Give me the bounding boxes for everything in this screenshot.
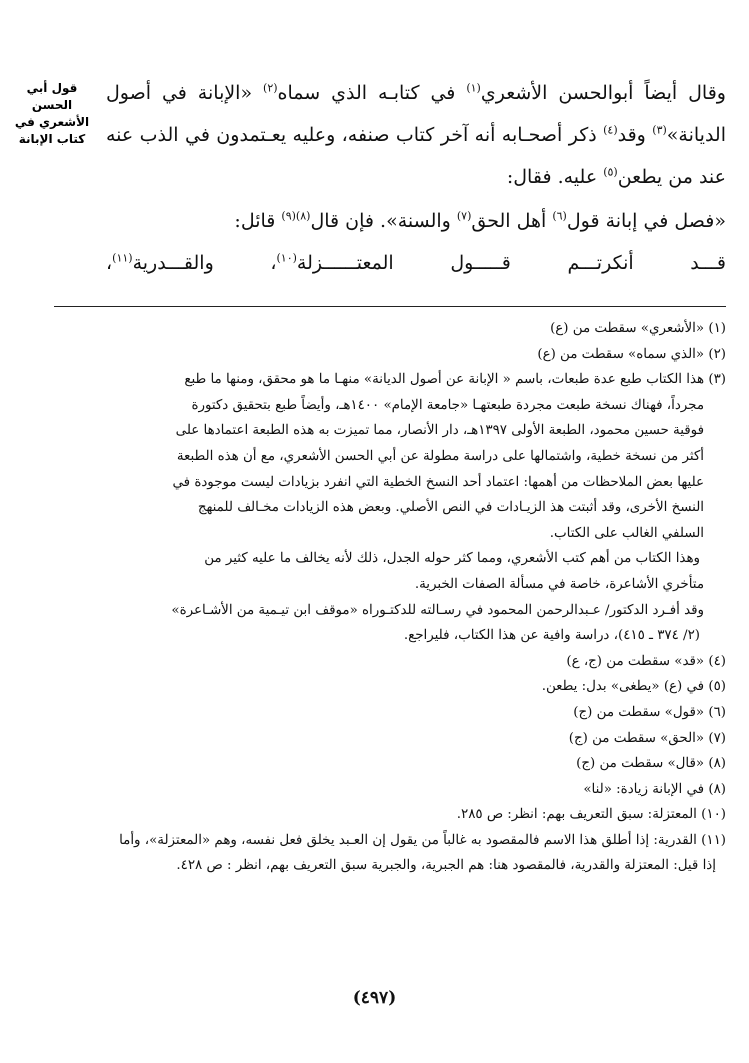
footnote-divider (54, 306, 726, 307)
text-segment: والسنة». فإن قال (310, 210, 457, 232)
text-segment: «فصل في إبانة قول (566, 210, 726, 232)
footnote-6: (٦) «قول» سقطت من (ج) (573, 704, 726, 720)
footnote-11: (١١) القدرية: إذا أطلق هذا الاسم فالمقصود به غالباً من يقول إن العـبد يخلق فعل نفسه، وهم «المعتزلة»، وأما (119, 832, 726, 848)
text-segment: وقد (617, 124, 653, 146)
text-segment: وقال أيضاً أبوالحسن الأشعري (480, 82, 726, 104)
text-segment: ، والقـــدرية (132, 252, 277, 274)
footnote-5: (٥) في (ع) «يطغى» بدل: يطعن. (541, 679, 726, 695)
footnote-ref: (٤) (603, 123, 618, 137)
footnote-3-line: السلفي الغالب على الكتاب. (549, 525, 704, 541)
footnote-ref: (٣) (652, 123, 667, 137)
footnote-3-line: وهذا الكتاب من أهم كتب الأشعري، ومما كثر حوله الجدل، ذلك لأنه يخالف ما عليه كثير من (204, 551, 700, 567)
footnote-3-line: النسخ الأخرى، وقد أثبتت هذ الزيـادات في النص الأصلي. وبعض هذه الزيادات مخـالف للمنهج (197, 500, 704, 516)
footnote-2: (٢) «الذي سماه» سقطت من (ع) (537, 346, 726, 362)
footnote-11-line: إذا قيل: المعتزلة والقدرية، فالمقصود هنا: هم الجبرية، والجبرية سبق التعريف بهم، انظر : ص ٤٢٨. (176, 858, 716, 874)
footnote-7: (٧) «الحق» سقطت من (ج) (568, 730, 726, 746)
footnote-8b: (٨) في الإبانة زيادة: «لنا» (583, 781, 726, 797)
footnote-ref: (٢) (263, 81, 278, 95)
footnote-ref: (٨)(٩) (281, 209, 311, 223)
footnote-10: (١٠) المعتزلة: سبق التعريف بهم: انظر: ص ٢٨٥. (456, 807, 726, 823)
footnote-ref: (٧) (456, 209, 472, 223)
footnote-ref: (١١) (112, 251, 133, 265)
footnote-3-line: وقد أفـرد الدكتور/ عـبدالرحمن المحمود في رسـالته للدكتـوراه «موقف ابن تيـمية من الأشـاعرة» (171, 602, 704, 618)
text-segment: عليه. فقال: (506, 166, 604, 188)
footnote-8: (٨) «قال» سقطت من (ج) (576, 756, 726, 772)
quote-line-1 (106, 200, 726, 242)
footnote-ref: (١) (466, 81, 481, 95)
text-segment: ذكر أصحـابه أنه آخر كتاب صنفه، وعليه يعـتمدون في الذب عنه عند من يطعن (106, 124, 726, 188)
footnote-3-line: فوقية حسين محمود، الطبعة الأولى ١٣٩٧هـ، دار الأنصار، مما تميزت به هذه الطبعة اعتمادها على (175, 423, 704, 439)
footnote-3-line: متأخري الأشاعرة، خاصة في مسألة الصفات الخبرية. (414, 576, 704, 592)
footnote-ref: (١٠) (276, 251, 297, 265)
footnote-3-line: مجرداً، فهناك نسخة طبعت مجردة طبعتهـا «جامعة الإمام» ١٤٠٠هـ، وأيضاً طبع بتحقيق دكتورة (191, 397, 704, 413)
footnote-3-line: (٢/ ٣٧٤ ـ ٤١٥)، دراسة وافية عن هذا الكتاب، فليراجع. (403, 628, 700, 644)
footnotes (44, 316, 726, 879)
text-segment: قـــد أنكرتـــم قـــــول المعتــــــزلة (296, 252, 726, 274)
text-segment: ، (106, 252, 113, 274)
footnote-3-line: أكثر من نسخة خطية، واشتمالها على دراسة مطولة عن أبي الحسن الأشعري، مع أن هذه الطبعة (176, 448, 704, 464)
page-number: (٤٩٧) (352, 988, 397, 1008)
text-segment: في كتابـه الذي سماه (277, 82, 467, 104)
footnote-ref: (٦) (552, 209, 567, 223)
footnote-4: (٤) «قد» سقطت من (ج، ع) (566, 653, 726, 669)
text-segment: «الإبانة في أصول الديانة» (106, 82, 726, 146)
footnote-1: (١) «الأشعري» سقطت من (ع) (550, 321, 726, 336)
text-segment: أهل الحق (471, 210, 553, 232)
quote-line-2 (106, 242, 726, 284)
intro-paragraph (106, 72, 726, 198)
footnote-3: (٣) هذا الكتاب طبع عدة طبعات، باسم « الإبانة عن أصول الديانة» منهـا ما هو محقق، ومنها ما طبع (184, 372, 726, 388)
margin-note: قول أبي الحسن الأشعري في كتاب الإبانة (14, 81, 90, 146)
text-segment: قائل: (234, 210, 282, 232)
footnote-3-line: عليها بعض الملاحظات من أهمها: اعتماد أحد النسخ الخطية التي انفرد بزيادات ليست موجودة في (172, 474, 704, 490)
footnote-ref: (٥) (603, 165, 618, 179)
main-text (106, 72, 726, 284)
